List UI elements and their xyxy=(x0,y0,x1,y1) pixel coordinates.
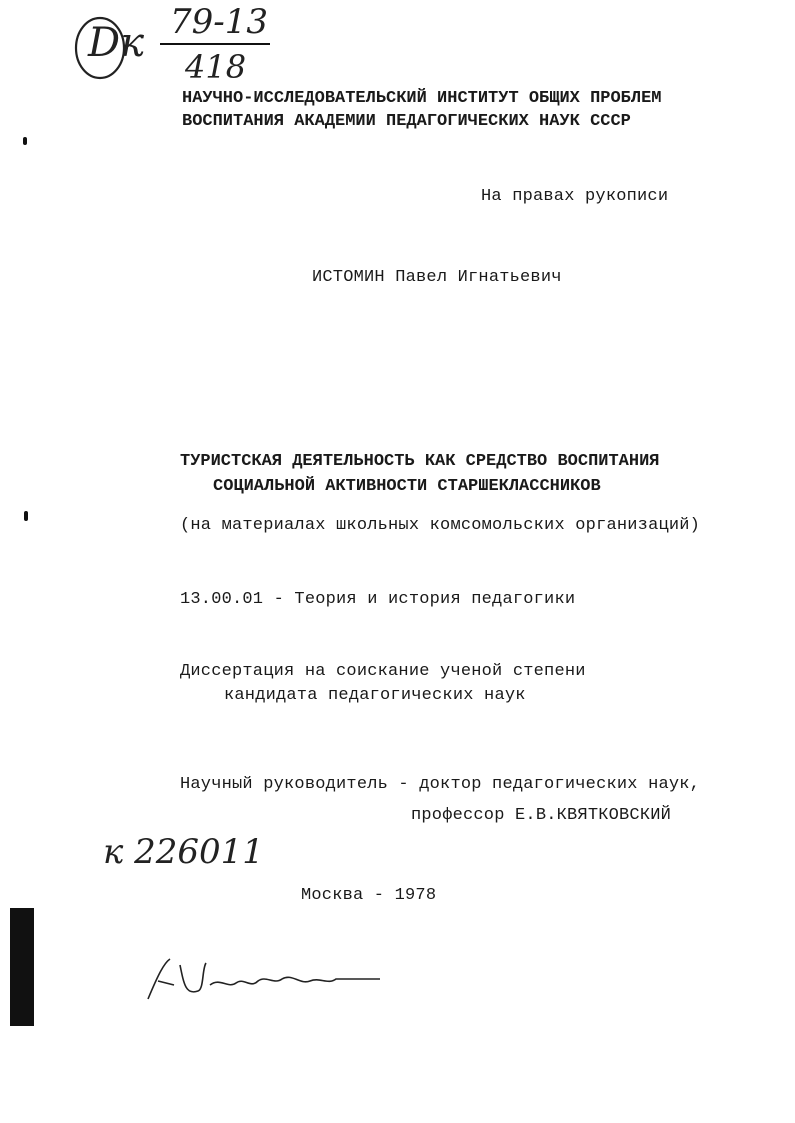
title-line-2: СОЦИАЛЬНОЙ АКТИВНОСТИ СТАРШЕКЛАССНИКОВ xyxy=(213,477,601,496)
handwritten-code-number: 79-13 xyxy=(170,2,269,42)
supervisor-line-1: Научный руководитель - доктор педагогических наук, xyxy=(180,775,701,794)
dissertation-line-1: Диссертация на соискание ученой степени xyxy=(180,662,586,681)
specialty-code: 13.00.01 - Теория и история педагогики xyxy=(180,590,576,609)
margin-speck xyxy=(24,511,28,521)
code-fraction-line xyxy=(160,43,270,45)
manuscript-note: На правах рукописи xyxy=(481,187,669,206)
author-name: ИСТОМИН Павел Игнатьевич xyxy=(312,268,562,287)
scan-edge-bar xyxy=(10,908,34,1026)
title-line-1: ТУРИСТСКАЯ ДЕЯТЕЛЬНОСТЬ КАК СРЕДСТВО ВОСПИТАНИЯ xyxy=(180,452,660,471)
institute-line-1: НАУЧНО-ИССЛЕДОВАТЕЛЬСКИЙ ИНСТИТУТ ОБЩИХ ПРОБЛЕМ xyxy=(182,89,662,108)
handwritten-code-sub: 418 xyxy=(185,48,247,86)
dissertation-line-2: кандидата педагогических наук xyxy=(224,686,526,705)
margin-speck xyxy=(23,137,27,145)
supervisor-line-2: профессор Е.В.КВЯТКОВСКИЙ xyxy=(411,806,672,825)
handwritten-inventory-number: к 226011 xyxy=(103,832,264,872)
title-subtitle: (на материалах школьных комсомольских организаций) xyxy=(180,516,701,535)
handwritten-code-prefix: Dк xyxy=(88,20,144,66)
institute-line-2: ВОСПИТАНИЯ АКАДЕМИИ ПЕДАГОГИЧЕСКИХ НАУК СССР xyxy=(182,112,631,131)
place-and-year: Москва - 1978 xyxy=(301,886,437,905)
